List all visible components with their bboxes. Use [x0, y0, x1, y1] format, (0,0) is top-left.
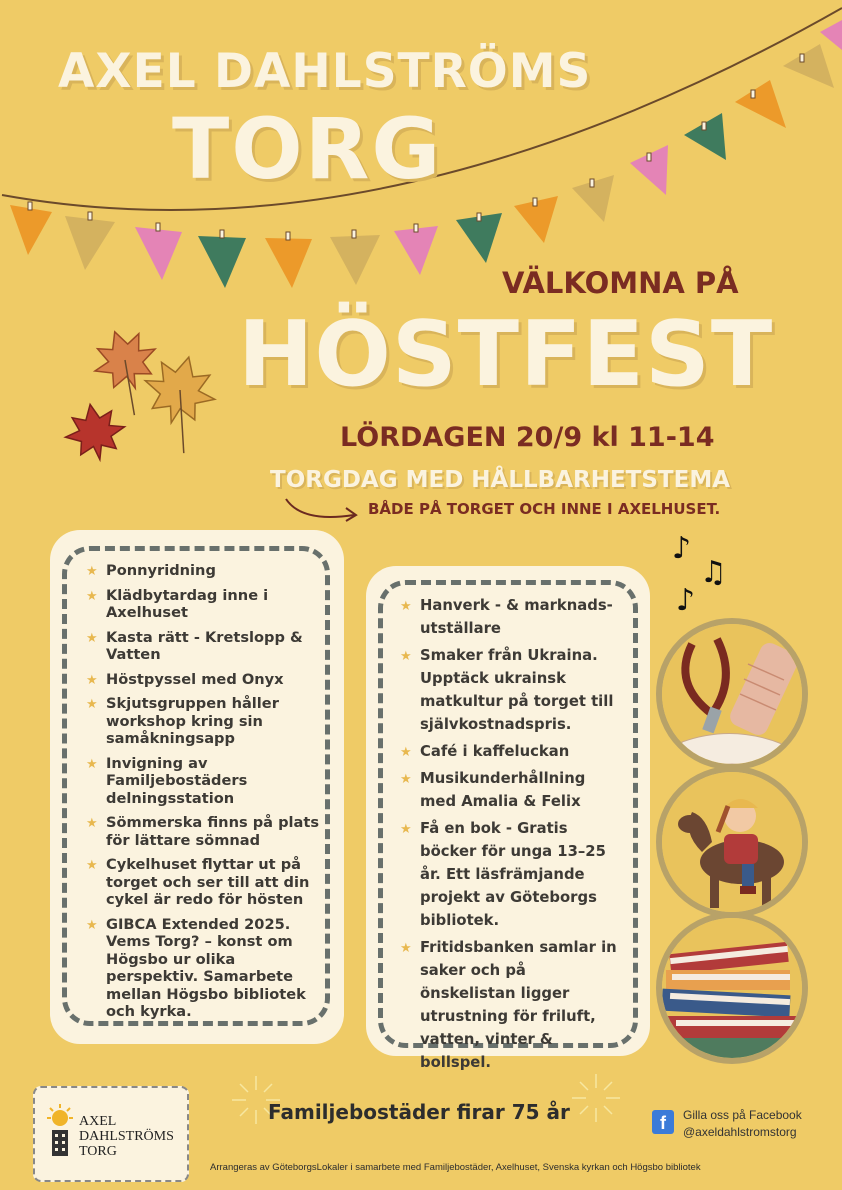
right-activity-list: [400, 594, 618, 1078]
list-item: ★ Musikunderhållning med Amalia & Felix: [400, 770, 586, 810]
star-icon: ★: [400, 745, 412, 760]
list-item: ★ Kasta rätt - Kretslopp & Vatten: [86, 628, 303, 663]
star-icon: ★: [86, 756, 98, 772]
list-item: ★ Cykelhuset flyttar ut på torget och ser till att din cykel är redo för hösten: [86, 856, 310, 908]
list-item: ★ Smaker från Ukraina. Upptäck ukrainsk matkultur på torget till självkostnadspris.: [400, 647, 614, 733]
logo: [33, 1086, 189, 1182]
anniversary-text: Familjebostäder firar 75 år: [268, 1100, 570, 1124]
list-item: ★ Höstpyssel med Onyx: [86, 670, 284, 688]
event-theme: TORGDAG MED HÅLLBARHETSTEMA: [270, 467, 731, 493]
list-item: ★ GIBCA Extended 2025. Vems Torg? – konst om Högsbo ur olika perspektiv. Samarbete mellan Högsbo bibliotek och kyrka.: [86, 915, 306, 1020]
left-activity-list: [86, 562, 326, 1028]
star-icon: ★: [86, 697, 98, 712]
sparkle-icon: [566, 1068, 626, 1128]
star-icon: ★: [86, 858, 98, 873]
star-icon: ★: [400, 772, 412, 787]
list-item: ★ Café i kaffeluckan: [400, 740, 618, 763]
logo-text: AXEL DAHLSTRÖMS TORG: [79, 1114, 174, 1159]
title-line1: AXEL DAHLSTRÖMS: [58, 44, 592, 99]
welcome-text: VÄLKOMNA PÅ: [502, 266, 739, 300]
star-icon: ★: [86, 588, 98, 604]
star-icon: ★: [86, 564, 98, 579]
music-notes-icon: ♪ ♫ ♪: [672, 531, 727, 618]
arrow-icon: [282, 493, 364, 527]
list-item: ★ Få en bok - Gratis böcker för unga 13–25 år. Ett läsfrämjande projekt av Göteborgs bibliotek.: [400, 820, 606, 929]
star-icon: ★: [400, 649, 412, 664]
list-item: ★ Klädbytardag inne i Axelhuset: [86, 586, 269, 621]
event-date: LÖRDAGEN 20/9 kl 11-14: [340, 422, 715, 453]
scissors-sewing-illustration: [656, 618, 808, 770]
star-icon: ★: [86, 917, 98, 933]
event-location: BÅDE PÅ TORGET OCH INNE I AXELHUSET.: [368, 500, 721, 518]
title-line2: TORG: [172, 100, 443, 198]
list-item: ★ Skjutsgruppen håller workshop kring sin samåkningsapp: [86, 695, 279, 747]
organizers-text: Arrangeras av GöteborgsLokaler i samarbete med Familjebostäder, Axelhuset, Svenska kyrkan och Högsbo bibliotek: [210, 1162, 701, 1173]
list-item: ★ Sömmerska finns på plats för lättare sömnad: [86, 814, 320, 849]
list-item: ★ Hanverk - & marknads-utställare: [400, 597, 613, 637]
list-item: ★ Fritidsbanken samlar in saker och på önskelistan ligger utrustning för friluft, vatten, vinter & bollspel.: [400, 939, 617, 1071]
star-icon: ★: [86, 672, 98, 688]
books-stack-illustration: [656, 912, 808, 1064]
star-icon: ★: [400, 941, 412, 956]
maple-leaf-icon: [40, 320, 230, 480]
facebook-icon[interactable]: f: [652, 1110, 674, 1134]
list-item: ★ Ponnyridning: [86, 562, 216, 579]
event-name: HÖSTFEST: [238, 302, 774, 407]
star-icon: ★: [86, 630, 98, 646]
list-item: ★ Invigning av Familjebostäders delningsstation: [86, 754, 248, 807]
facebook-text[interactable]: Gilla oss på Facebook @axeldahlstromstorg: [683, 1108, 802, 1139]
pony-rider-illustration: [656, 766, 808, 918]
star-icon: ★: [86, 816, 98, 831]
logo-sun-icon: [43, 1102, 77, 1162]
star-icon: ★: [400, 822, 412, 837]
star-icon: ★: [400, 599, 412, 614]
